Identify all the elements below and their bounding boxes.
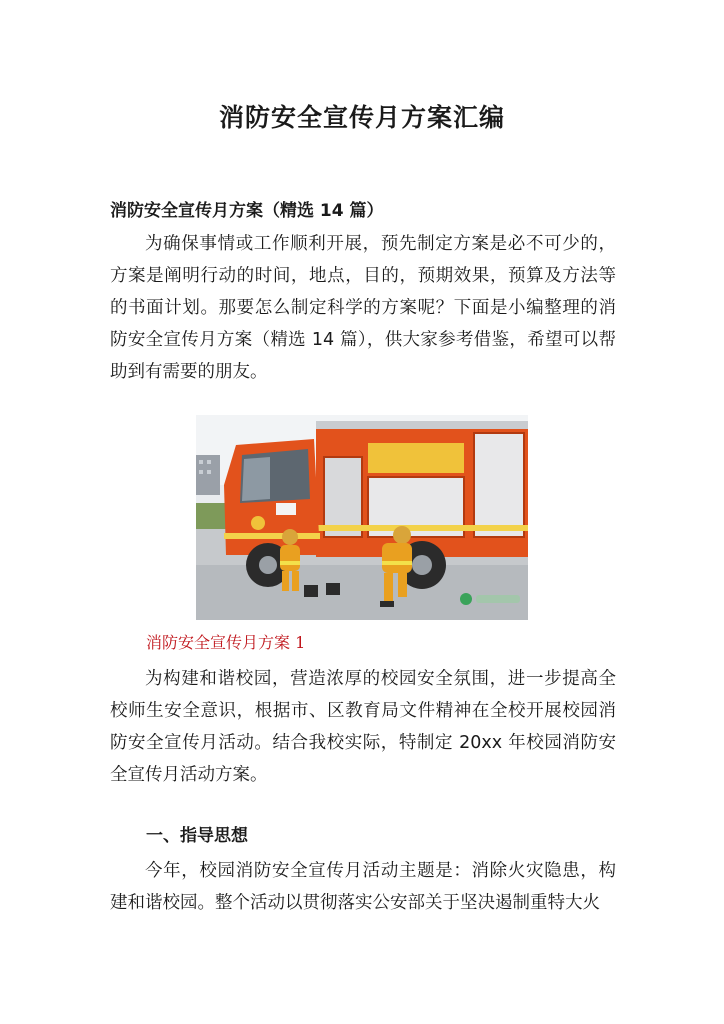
section1-paragraph: 为构建和谐校园，营造浓厚的校园安全氛围，进一步提高全校师生安全意识，根据市、区教育局文件精神在全校开展校园消防安全宣传月活动。结合我校实际，特制定 20xx 年校园消防安全宣传月活动方案。 <box>110 669 616 785</box>
guiding-ideology-heading: 一、指导思想 <box>146 826 248 846</box>
section1-paragraph2: 今年，校园消防安全宣传月活动主题是：消除火灾隐患，构建和谐校园。整个活动以贯彻落实公安部关于坚决遏制重特大火 <box>110 861 616 913</box>
document-title: 消防安全宣传月方案汇编 <box>218 103 505 132</box>
subtitle-heading: 消防安全宣传月方案（精选 14 篇） <box>110 201 384 221</box>
fire-truck-photo <box>196 415 528 620</box>
intro-paragraph: 为确保事情或工作顺利开展，预先制定方案是必不可少的，方案是阐明行动的时间，地点，目的，预期效果，预算及方法等的书面计划。那要怎么制定科学的方案呢？下面是小编整理的消防安全宣传月方案（精选 14 篇），供大家参考借鉴，希望可以帮助到有需要的朋友。 <box>110 234 616 382</box>
section1-heading: 消防安全宣传月方案 1 <box>146 633 306 652</box>
